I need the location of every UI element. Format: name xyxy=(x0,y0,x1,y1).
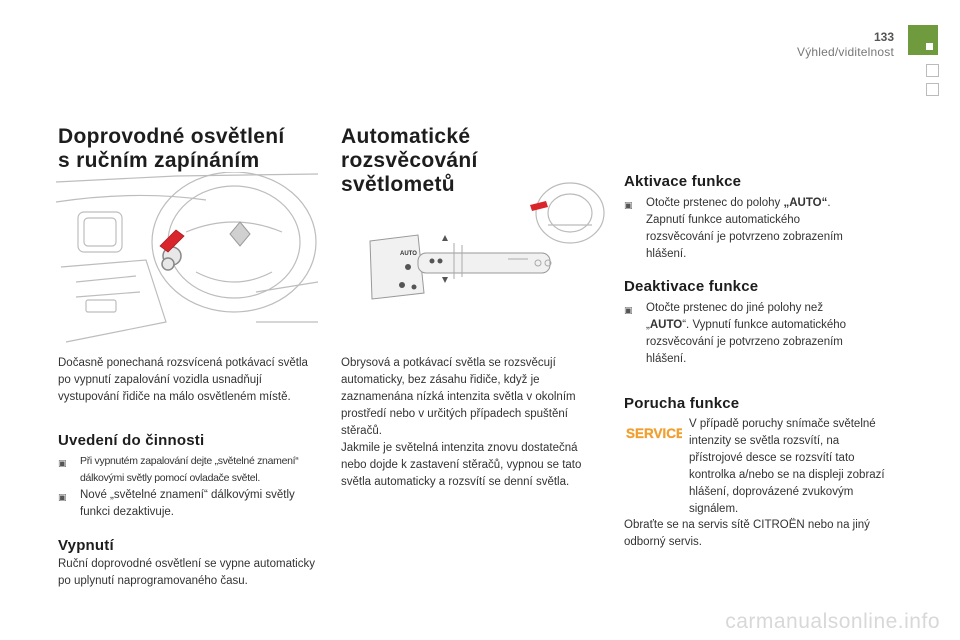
porucha-contact: Obraťte se na servis sítě CITROËN nebo na jiný odborný servis. xyxy=(624,519,870,548)
service-warning-icon xyxy=(624,423,682,443)
aktivace-pre: Otočte prstenec do polohy xyxy=(646,197,784,209)
activation-item-1 xyxy=(58,453,320,487)
service-label: SERVICE xyxy=(626,426,682,441)
aktivace-post: . Zapnutí funkce automatického rozsvěcování je potvrzeno zobrazením hlášení. xyxy=(646,197,843,260)
stalk-auto-label: AUTO xyxy=(400,251,417,257)
off-text: Ruční doprovodné osvětlení se vypne automaticky po uplynutí naprogramovaného času. xyxy=(58,558,315,587)
activation-item-1-text: Při vypnutém zapalování dejte „světelné znamení“ dálkovými světly pomocí ovladače světel. xyxy=(80,455,299,484)
middle-title-line2: světlometů xyxy=(341,173,455,196)
middle-body-text: Obrysová a potkávací světla se rozsvěcují automaticky, bez zásahu řidiče, když je zaznamenána nízká intenzita světla v okolním prostředí nebo v určitých případech spuštění stěračů. Jakmile je světelná intenzita znovu dostatečná nebo dojde k zastavení stěračů, vypnou se tato světla automaticky a rozsvítí se denní světla. xyxy=(341,357,582,488)
deaktivace-item xyxy=(624,300,868,368)
page-number: 133 xyxy=(873,30,894,44)
aktivace-heading: Aktivace funkce xyxy=(624,173,742,190)
bullet-icon: ▣ xyxy=(58,458,67,468)
porucha-text: V případě poruchy snímače světelné intenzity se světla rozsvítí, na přístrojové desce se rozsvítí tato kontrolka a/nebo se na displeji zobrazí hlášení, doprovázené zvukovým signálem. xyxy=(689,418,885,515)
off-heading: Vypnutí xyxy=(58,537,114,554)
activation-heading: Uvedení do činnosti xyxy=(58,432,205,449)
activation-item-2 xyxy=(58,487,320,521)
section-title: Výhled/viditelnost xyxy=(797,45,894,59)
deaktivace-heading: Deaktivace funkce xyxy=(624,278,759,295)
deaktivace-post: “. Vypnutí funkce automatického rozsvěcování je potvrzeno zobrazením hlášení. xyxy=(646,319,847,365)
left-title xyxy=(58,125,328,173)
bullet-icon: ▣ xyxy=(624,305,633,315)
left-intro-text: Dočasně ponechaná rozsvícená potkávací světla po vypnutí zapalování vozidla usnadňují vystupování řidiče na málo osvětleném místě. xyxy=(58,357,308,403)
aktivace-item xyxy=(624,195,868,263)
aktivace-text xyxy=(646,195,868,263)
tab-marker-2 xyxy=(926,83,939,96)
left-title-line2: s ručním zapínáním xyxy=(58,149,260,172)
left-title-line1: Doprovodné osvětlení xyxy=(58,125,285,148)
deaktivace-keyword: AUTO xyxy=(649,319,683,331)
bullet-icon: ▣ xyxy=(58,492,67,502)
tab-marker-1 xyxy=(926,64,939,77)
dashboard-illustration xyxy=(56,172,318,348)
deaktivace-text xyxy=(646,300,868,368)
deaktivace-pre: Otočte prstenec do jiné polohy než „ xyxy=(646,302,824,331)
watermark: carmanualsonline.info xyxy=(725,610,940,633)
light-stalk-illustration xyxy=(358,175,608,310)
porucha-heading: Porucha funkce xyxy=(624,395,740,412)
aktivace-keyword: „AUTO“ xyxy=(783,197,828,209)
activation-item-2-text: Nové „světelné znamení“ dálkovými světly funkci dezaktivuje. xyxy=(80,489,295,518)
bullet-icon: ▣ xyxy=(624,200,633,210)
chapter-tab xyxy=(908,25,938,55)
middle-title-line1: Automatické rozsvěcování xyxy=(341,125,478,172)
